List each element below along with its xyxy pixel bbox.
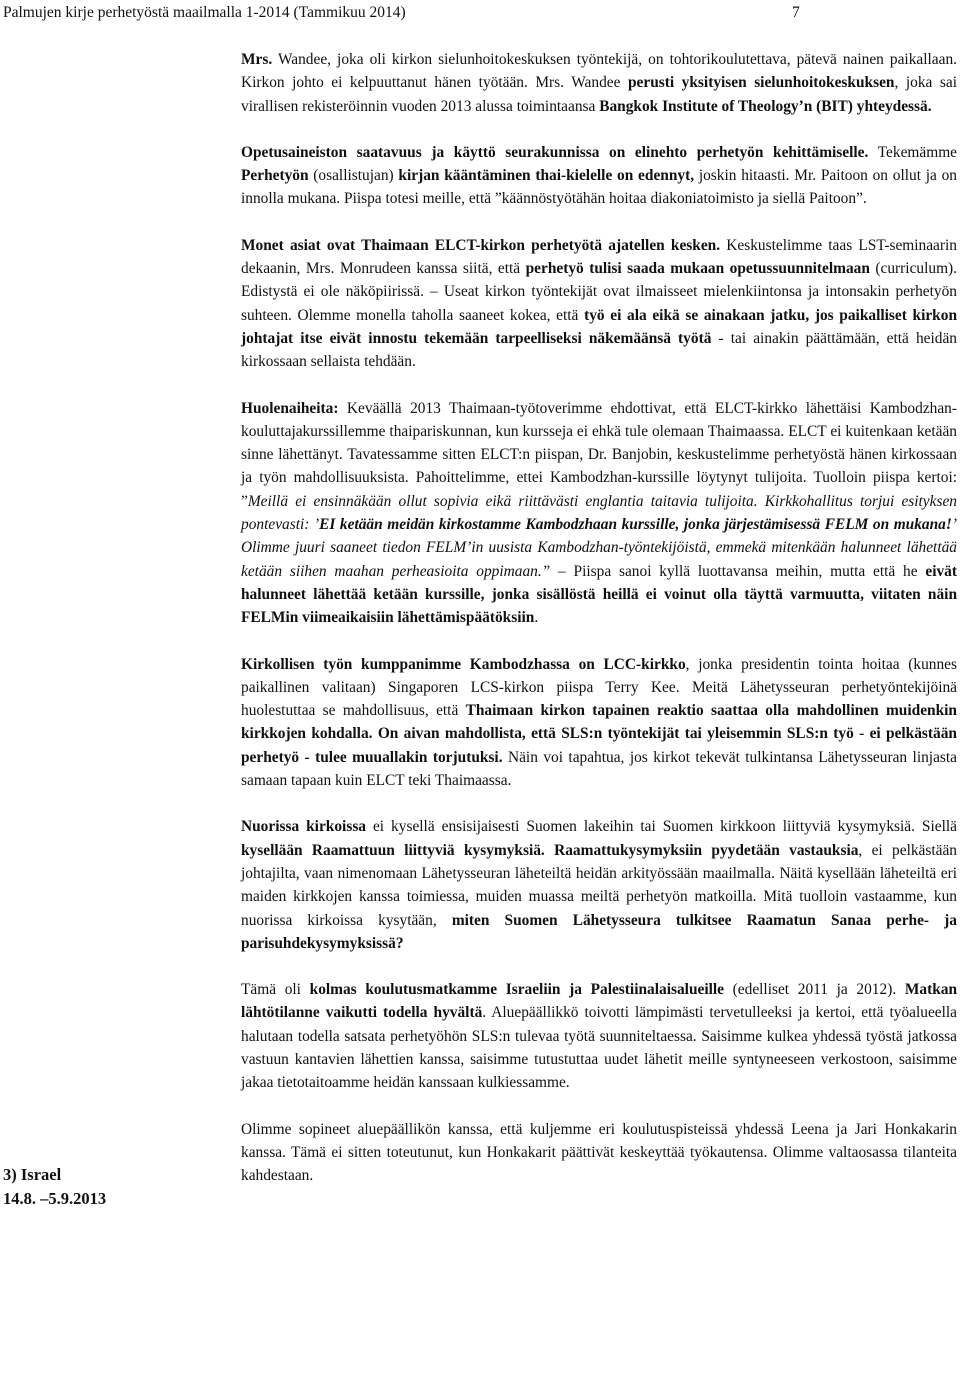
text-bold: Nuorissa kirkoissa bbox=[241, 818, 366, 836]
text: Näin voi tapahtua, jos kirkot tekevät tulkintansa Lähetysseuran linjasta samaan tapaan kuin ELCT teki Thaimaassa. bbox=[241, 748, 957, 790]
text: Wandee, joka oli kirkon sielunhoitokeskuksen työntekijä, on tohtorikoulutettava, pätevä nainen paikallaan. Kirkon johto ei kelpuuttanut hänen työtään. Mrs. Wandee bbox=[241, 51, 957, 92]
text: (curriculum). Edistystä ei ole näköpiirissä. – Useat kirkon työntekijät ovat ilmaisseet mielenkiintonsa ja intonsakin perhetyön suhteen. Olemme monella taholla saaneet kokea, että bbox=[241, 260, 958, 324]
text: Tekemämme bbox=[868, 143, 957, 161]
text: (osallistujan) bbox=[308, 167, 399, 185]
text: , ei pelkästään johtajilta, vaan nimenomaan Lähetysseuran läheteiltä heidän arkityössään maailmalla. Näitä kysellään läheteiltä eri maiden kirkkojen kanssa toimiessa, muiden muassa meiltä perhetyön matkoilla. Mitä tuolloin vastaamme, kun nuorissa kirkoissa kysytään, bbox=[241, 841, 957, 929]
text: - tai ainakin päättämään, että heidän kirkossaan sellaista tehdään. bbox=[241, 329, 957, 371]
text-italic: Meillä ei ensinnäkään ollut sopivia eikä riittävästi englantia taitavia tulijoita. Kirkkohallitus torjui esityksen pontevasti: ’ bbox=[241, 492, 957, 534]
paragraph-materials bbox=[241, 141, 957, 211]
text-bold: miten Suomen Lähetysseura tulkitsee Raamatun Sanaa perhe- ja parisuhdekysymyksissä? bbox=[241, 911, 957, 952]
text: Tämä oli bbox=[241, 981, 310, 999]
page-number: 7 bbox=[792, 4, 800, 21]
text-bold: kolmas koulutusmatkamme Israeliin ja Palestiinalaisalueille bbox=[309, 981, 724, 999]
text-italic: ’ Olimme juuri saaneet tiedon FELM’in uusista Kambodzhan-työntekijöistä, emmekä mitenkään halunneet lähettää ketään siihen maahan perheasioita oppimaan.” bbox=[241, 516, 958, 580]
text: joskin hitaasti. Mr. Paitoon on ollut ja on innolla mukana. Piispa totesi meille, että ”käännöstyötähän hoitaa diakoniatoimisto ja siellä Paitoon”. bbox=[241, 167, 957, 208]
text-bold: perhetyö tulisi saada mukaan opetussuunnitelmaan bbox=[525, 260, 870, 278]
text-bold: Monet asiat ovat Thaimaan ELCT-kirkon perhetyötä ajatellen kesken. bbox=[241, 236, 721, 254]
text: Olimme sopineet aluepäällikön kanssa, että kuljemme eri koulutuspisteissä yhdessä Leena ja Jari Honkakarin kanssa. Tämä ei sitten toteutunut, kun Honkakarit päättivät keskeyttää työkautensa. Olimme valtaosassa tilanteita kahdestaan. bbox=[241, 1120, 957, 1185]
paragraph-lcc bbox=[241, 653, 957, 793]
text-bold: työ ei ala eikä se ainakaan jatku, jos paikalliset kirkon johtajat itse eivät innostu tekemään tarpeelliseksi näkemäänsä työtä bbox=[241, 306, 958, 347]
text-bold: Opetusaineiston saatavuus ja käyttö seurakunnissa on elinehto perhetyön kehittämiselle. bbox=[241, 143, 869, 161]
paragraph-young-churches bbox=[241, 815, 957, 955]
text-bold: kirjan kääntäminen thai-kielelle on edennyt, bbox=[398, 167, 695, 185]
section-label-dates: 14.8. –5.9.2013 bbox=[3, 1189, 107, 1208]
text: ei kysellä ensisijaisesti Suomen lakeihin tai Suomen kirkkoon liittyviä kysymyksiä. Siellä bbox=[366, 818, 957, 836]
text: Keskustelimme taas LST-seminaarin dekaanin, Mrs. Monrudeen kanssa siitä, että bbox=[241, 236, 957, 278]
text-bold: Mrs. bbox=[241, 51, 273, 68]
text: , joka sai virallisen rekisteröinnin vuoden 2013 alussa toimintaansa bbox=[241, 74, 957, 115]
document-title: Palmujen kirje perhetyöstä maailmalla 1-2014 (Tammikuu 2014) bbox=[3, 4, 406, 21]
text: – Piispa sanoi kyllä luottavansa meihin, mutta että he bbox=[550, 562, 926, 580]
paragraph-concerns bbox=[241, 397, 957, 630]
text-bold: perusti yksityisen sielunhoitokeskuksen bbox=[627, 74, 895, 92]
paragraph-israel-trip bbox=[241, 978, 957, 1094]
text: . bbox=[534, 609, 539, 627]
paragraph-honkakari bbox=[241, 1118, 957, 1188]
text-bold: Huolenaiheita: bbox=[241, 399, 339, 417]
main-text bbox=[241, 48, 957, 1210]
text: Keväällä 2013 Thaimaan-työtoverimme ehdottivat, että ELCT-kirkko lähettäisi Kambodzhan-kouluttajakurssillemme thaipariskunnan, kun kursseja ei ehkä tule olemaan Thaimaassa. ELCT ei kuitenkaan ketään sinne lähettänyt. Tavatessamme sitten ELCT:n piispan, Dr. Banjobin, keskustelimme perhetyöstä hänen kirkossaan ja työn mahdollisuuksista. Pahoittelimme, ettei Kambodzhan-kurssille löytynyt tulijoita. Tuolloin piispa kertoi: ” bbox=[241, 399, 957, 510]
text-bold: Kirkollisen työn kumppanimme Kambodzhassa on LCC-kirkko bbox=[241, 655, 686, 673]
text-bold-italic: EI ketään meidän kirkostamme Kambodzhaan kurssille, jonka järjestämisessä FELM on mukana! bbox=[319, 516, 952, 534]
paragraph-elct bbox=[241, 234, 957, 374]
section-label-israel bbox=[3, 1163, 203, 1211]
text: . Aluepäällikkö toivotti lämpimästi tervetulleeksi ja kertoi, että työalueella halutaan todella satsata perhetyöhön SLS:n tulevaa työtä suunniteltaessa. Saisimme kulkea yhdessä työstä jatkossa vastuun kantavien lähettien kanssa, saisimme tutustuttaa uudet lähetit meille syntyneeseen verkostoon, saisimme jakaa tietotaitoamme heidän kanssaan kulkiessamme. bbox=[241, 1004, 957, 1092]
section-label-title: 3) Israel bbox=[3, 1165, 62, 1184]
text: , jonka presidentin tointa hoitaa (kunnes paikallinen valitaan) Singaporen LCS-kirkon piispa Terry Kee. Meitä Lähetysseuran perhetyöntekijöinä huolestuttaa se mahdollisuus, että bbox=[241, 655, 957, 720]
text: (edelliset 2011 ja 2012). bbox=[724, 981, 905, 999]
paragraph-wandee bbox=[241, 48, 957, 118]
text-bold: kysellään Raamattuun liittyviä kysymyksiä. Raamattukysymyksiin pyydetään vastauksia bbox=[241, 841, 859, 859]
text-bold: Bangkok Institute of Theology’n (BIT) yhteydessä. bbox=[599, 97, 932, 115]
page-header bbox=[0, 1, 960, 25]
text-bold: Perhetyön bbox=[241, 167, 309, 185]
text-bold: Thaimaan kirkon tapainen reaktio saattaa olla mahdollinen muidenkin kirkkojen kohdalla. On aivan mahdollista, että SLS:n työntekijät tai yleisemmin SLS:n työ - ei pelkästään perhetyö - tulee muuallakin torjutuksi. bbox=[241, 702, 957, 766]
text-bold: Matkan lähtötilanne vaikutti todella hyvältä bbox=[241, 981, 958, 1022]
text-bold: eivät halunneet lähettää ketään kurssille, jonka sisällöstä heillä ei voinut olla täyttä varmuutta, viitaten näin FELMin viimeaikaisiin lähettämispäätöksiin bbox=[241, 562, 957, 627]
